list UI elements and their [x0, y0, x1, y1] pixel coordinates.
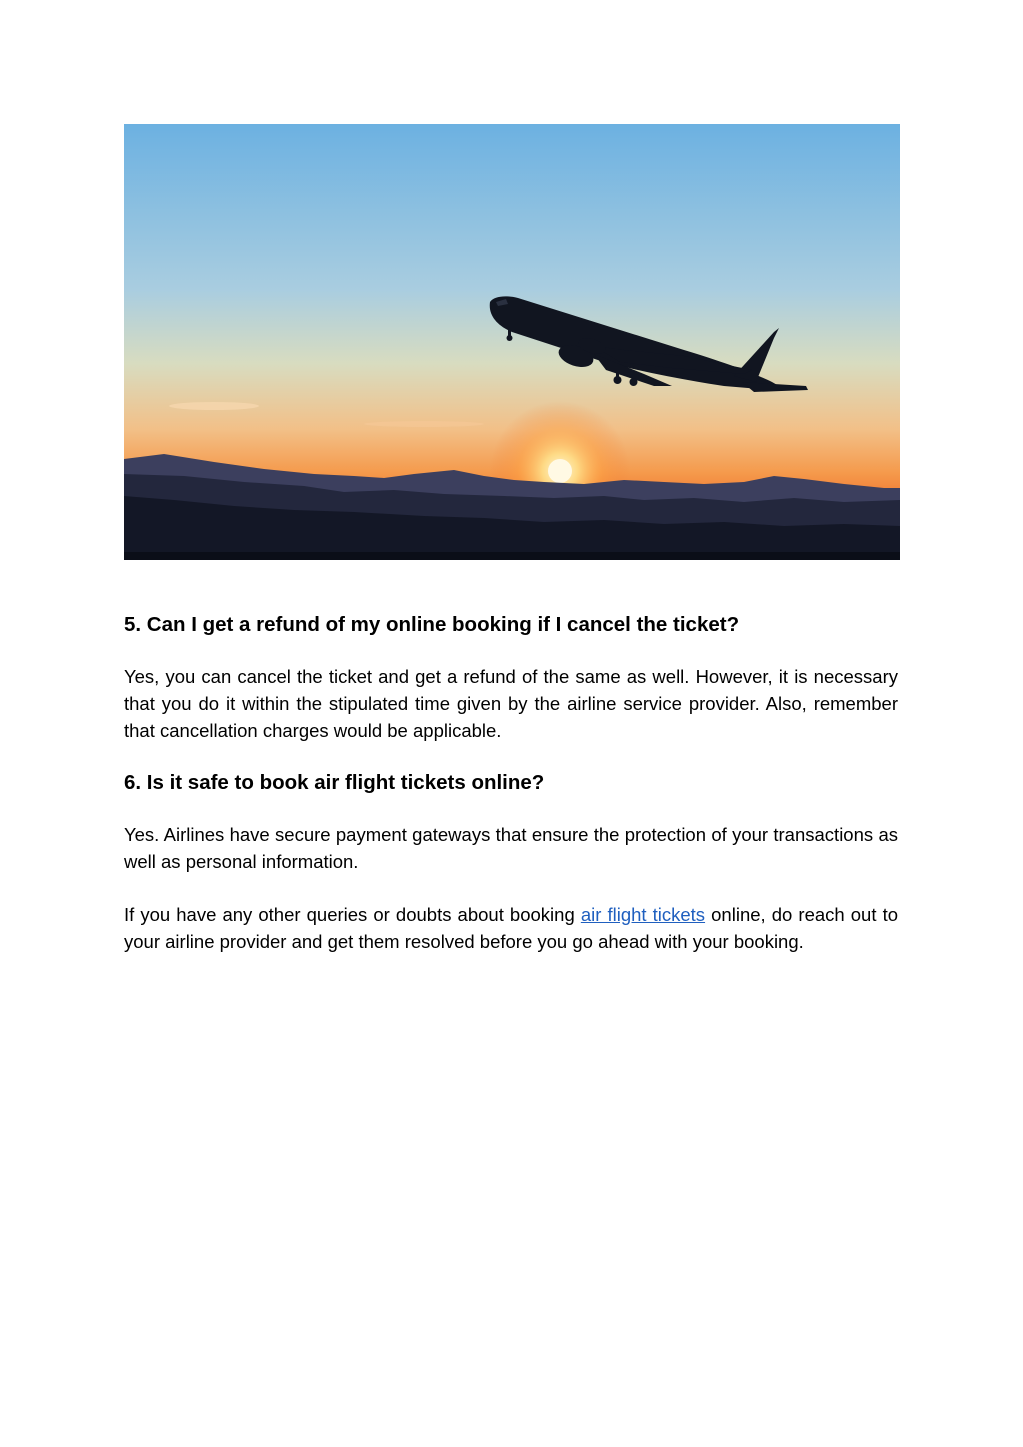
cloud-wisp [169, 402, 259, 410]
hero-image-svg [124, 124, 900, 560]
closing-paragraph [124, 901, 898, 955]
cloud-wisp [364, 421, 484, 427]
closing-text-after-link: online, do reach out to your airline provider and get them resolved before you go ahead with your booking. [124, 904, 898, 953]
faq-question-6: 6. Is it safe to book air flight tickets online? [124, 770, 545, 794]
faq-content [124, 608, 898, 955]
airplane-takeoff-sunset-photo [124, 124, 900, 560]
sun [548, 459, 572, 483]
faq-question-5: 5. Can I get a refund of my online booking if I cancel the ticket? [124, 613, 740, 636]
faq-answer-6: Yes. Airlines have secure payment gateways that ensure the protection of your transactions as well as personal information. [124, 823, 898, 872]
closing-text-before-link: If you have any other queries or doubts about booking [124, 904, 581, 926]
air-flight-tickets-link[interactable]: air flight tickets [580, 904, 706, 926]
faq-answer-5: Yes, you can cancel the ticket and get a refund of the same as well. However, it is necessary that you do it within the stipulated time given by the airline service provider. Also, remember that cancellation charges would be applicable. [124, 666, 898, 742]
ground-strip [124, 552, 900, 560]
